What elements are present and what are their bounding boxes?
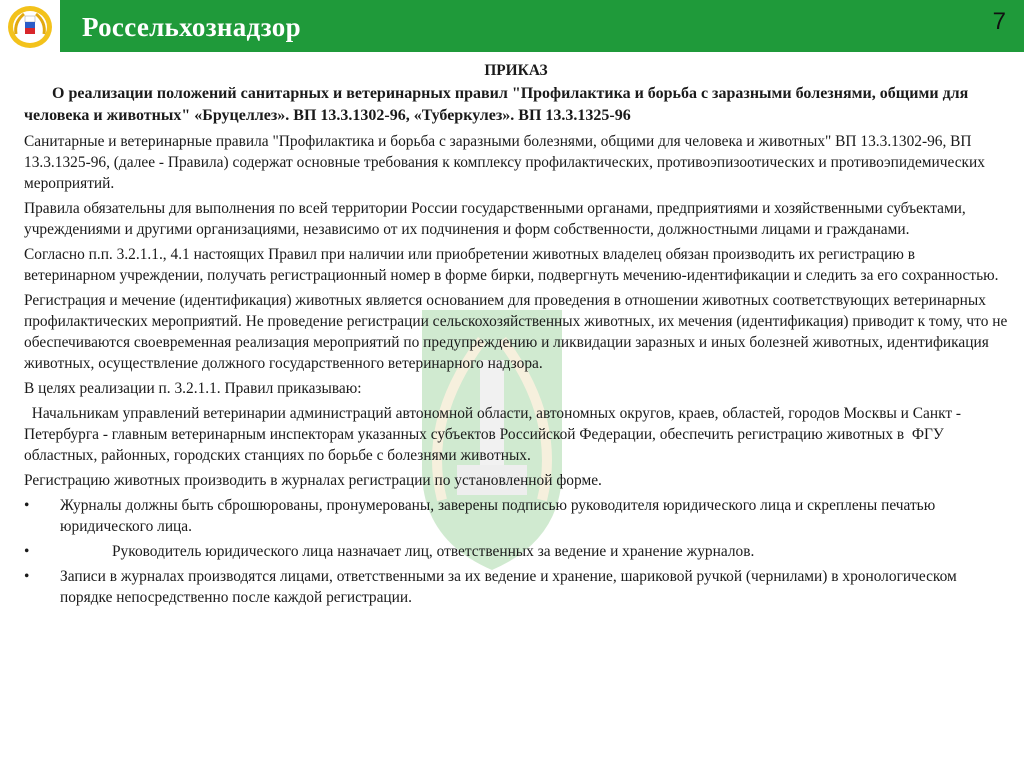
paragraph: Согласно п.п. 3.2.1.1., 4.1 настоящих Правил при наличии или приобретении животных владелец обязан производить их регистрацию в ветеринарном учреждении, получать регистрационный номер в форме бирки, подвергнуть мечению-идентификации и следить за его сохранностью. <box>24 246 999 284</box>
bullet-marker: • <box>24 497 30 514</box>
document-title: ПРИКАЗ <box>484 62 548 79</box>
bullet-list <box>24 495 1008 608</box>
brand-title: Россельхознадзор <box>82 12 301 42</box>
paragraph: В целях реализации п. 3.2.1.1. Правил приказываю: <box>24 380 362 397</box>
page-number: 7 <box>992 8 1006 35</box>
list-item-text: Записи в журналах производятся лицами, ответственными за их ведение и хранение, шариковой ручкой (чернилами) в хронологическом порядке непосредственно после каждой регистрации. <box>60 568 957 606</box>
paragraph: Регистрация и мечение (идентификация) животных является основанием для проведения в отношении животных соответствующих ветеринарных профилактических мероприятий. Не проведение регистрации сельскохозяйственных животных, их мечения (идентификация) приводит к тому, что не обеспечиваются своевременная реализация мероприятий по предупреждению и ликвидации заразных и иных болезней животных, идентификация животных, осуществление должного государственного ветеринарного надзора. <box>24 292 1008 372</box>
rosselkhoznadzor-logo-icon <box>6 4 54 50</box>
bullet-marker: • <box>24 568 30 585</box>
list-item-text: Руководитель юридического лица назначает лиц, ответственных за ведение и хранение журналов. <box>112 543 755 560</box>
list-item <box>24 566 1008 608</box>
list-item-text: Журналы должны быть сброшюрованы, пронумерованы, заверены подписью руководителя юридического лица и скреплены печатью юридического лица. <box>60 497 936 535</box>
list-item <box>24 495 1008 537</box>
bullet-marker: • <box>24 543 30 560</box>
paragraph: Регистрацию животных производить в журналах регистрации по установленной форме. <box>24 472 602 489</box>
paragraph: Правила обязательны для выполнения по всей территории России государственными органами, предприятиями и хозяйственными субъектами, учреждениями и другими организациями, независимо от их подчинения и форм собственности, должностными лицами и гражданами. <box>24 200 966 238</box>
list-item <box>24 541 1008 562</box>
header <box>0 0 1024 52</box>
document-body <box>24 60 1008 612</box>
paragraph: Начальникам управлений ветеринарии администраций автономной области, автономных округов, краев, областей, городов Москвы и Санкт - Петербурга - главным ветеринарным инспекторам указанных субъектов Российской Федерации, обеспечить регистрацию животных в ФГУ областных, районных, городских станциях по борьбе с болезнями животных. <box>24 405 965 464</box>
paragraph: Санитарные и ветеринарные правила "Профилактика и борьба с заразными болезнями, общими для человека и животных" ВП 13.3.1302-96, ВП 13.3.1325-96, (далее - Правила) содержат основные требования к комплексу профилактических, противоэпизоотических и противоэпидемических мероприятий. <box>24 133 985 192</box>
document-subtitle: О реализации положений санитарных и ветеринарных правил "Профилактика и борьба с заразными болезнями, общими для человека и животных" «Бруцеллез». ВП 13.3.1302-96, «Туберкулез». ВП 13.3.1325-96 <box>24 85 969 124</box>
